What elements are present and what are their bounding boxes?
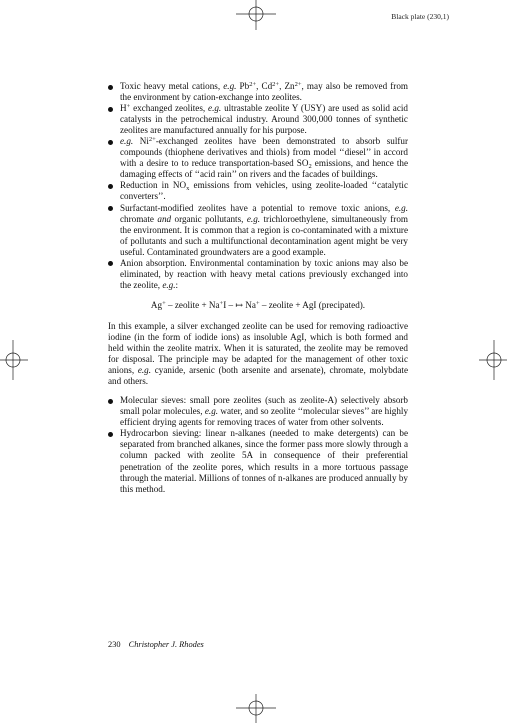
text-run: In this example, a silver exchanged zeolite can be used for removing radioactive iodine (in the form of iodide ions) as insoluble AgI, which is both formed and held within the zeolite matrix. When it is saturated, the zeolite may be removed for disposal. The principle may be adapted for the management of other toxic anions,: [108, 320, 408, 376]
text-run: Surfactant-modified zeolites have a potential to remove toxic anions,: [120, 202, 395, 213]
bullet-icon: [108, 85, 113, 90]
bullet-text: [120, 81, 408, 102]
page-footer: [108, 640, 204, 649]
text-run: -exchanged zeolites have been demonstrated to absorb sulfur compounds (thiophene derivatives and thiols) from model ‘‘diesel’’ in accord with a desire to to reduce transportation-based SO: [120, 136, 409, 169]
list-item: [108, 203, 408, 258]
list-item: [108, 258, 408, 291]
superscript: 2+: [148, 136, 156, 144]
bullet-icon: [108, 399, 113, 404]
plate-label: Black plate (230,1): [391, 12, 449, 21]
superscript: 2+: [294, 81, 302, 88]
bullet-icon: [108, 432, 113, 437]
italic-text: e.g.: [246, 213, 261, 224]
text-run: H: [120, 103, 127, 114]
text-run: cyanide, arsenic (both arsenite and arsenate), chromate, molybdate and others.: [108, 365, 408, 387]
subscript: x: [186, 185, 190, 193]
text-run: Molecular sieves: small pore zeolites (such as zeolite-A) selectively absorb small polar molecules,: [120, 395, 408, 417]
superscript: +: [219, 299, 224, 307]
text-run: emissions from vehicles, using zeolite-loaded ‘‘catalytic converters’’.: [120, 180, 408, 202]
page-number: 230: [108, 640, 121, 649]
italic-text: e.g.: [120, 136, 134, 147]
list-item: [108, 103, 408, 136]
bullet-icon: [108, 140, 113, 145]
text-run: , Zn: [279, 81, 295, 91]
text-run: water, and so zeolite ‘‘molecular sieves’’ are highly efficient drying agents for removing traces of water from other solvents.: [120, 406, 409, 428]
text-run: exchanged zeolites,: [130, 103, 209, 114]
italic-text: e.g.: [394, 202, 408, 213]
crop-mark-right: [479, 340, 507, 380]
text-run: – zeolite + Na: [165, 299, 220, 310]
text-run: emissions, and hence the damaging effects of ‘‘acid rain’’ on rivers and the facades of buildings.: [120, 158, 408, 180]
bullet-icon: [108, 261, 113, 266]
page-body: [108, 81, 408, 495]
bullet-text: [120, 428, 408, 493]
italic-text: e.g.: [208, 103, 222, 114]
list-item: [108, 81, 408, 103]
superscript: 2+: [272, 81, 280, 88]
text-run: Ag: [150, 299, 163, 310]
footer-author: Christopher J. Rhodes: [128, 640, 204, 649]
list-item: [108, 395, 408, 428]
superscript: 2+: [249, 81, 257, 88]
bullet-text: [120, 136, 408, 179]
text-run: Ni: [133, 136, 149, 147]
text-run: Reduction in NO: [120, 180, 187, 191]
text-run: , may also be removed from the environment by cation-exchange into zeolites.: [120, 81, 409, 103]
italic-text: and: [157, 213, 172, 224]
italic-text: e.g.: [137, 365, 152, 376]
text-run: , Cd: [256, 81, 273, 91]
bullet-list-top: [108, 81, 408, 291]
text-run: Toxic heavy metal cations,: [120, 81, 224, 91]
list-item: [108, 136, 408, 180]
text-run: Hydrocarbon sieving: linear n-alkanes (needed to make detergents) can be separated from branched alkanes, since the former pass more slowly through a column packed with zeolite 5A in consequence of their preferential penetration of the zeolite pores, which results in a more tortuous passage through the material. Millions of tonnes of n-alkanes are produced annually by this method.: [120, 428, 408, 494]
crop-mark-left: [0, 340, 28, 380]
list-item: [108, 180, 408, 202]
text-run: – zeolite + AgI (precipated).: [259, 299, 366, 310]
bullet-icon: [108, 107, 113, 112]
bullet-list-bottom: [108, 395, 408, 494]
chemical-equation: [108, 300, 408, 311]
list-item: [108, 428, 408, 494]
text-run: Pb: [236, 81, 250, 91]
bullet-text: [120, 180, 408, 201]
text-run: I – ↦ Na: [223, 299, 256, 310]
bullet-icon: [108, 184, 113, 189]
italic-text: e.g.: [223, 81, 237, 91]
superscript: +: [126, 103, 131, 111]
bullet-text: [120, 203, 408, 257]
body-paragraph: [108, 321, 408, 387]
bullet-text: [120, 258, 408, 290]
text-run: :: [175, 279, 179, 290]
italic-text: e.g.: [204, 406, 219, 417]
text-run: chromate: [120, 213, 158, 224]
text-run: Anion absorption. Environmental contamination by toxic anions may also be eliminated, by reaction with heavy metal cations previously exchanged into the zeolite,: [120, 257, 408, 290]
superscript: +: [255, 299, 260, 307]
text-run: trichloroethylene, simultaneously from the environment. It is common that a region is co-contaminated with a mixture of pollutants and such a multifunctional decontamination agent might be very useful. Contaminated groundwaters are a good example.: [120, 213, 408, 257]
text-run: organic pollutants,: [171, 213, 247, 224]
bullet-icon: [108, 206, 113, 211]
text-run: ultrastable zeolite Y (USY) are used as solid acid catalysts in the petrochemical industry. Around 300,000 tonnes of synthetic zeolites are manufactured annually for his purpose.: [120, 103, 408, 136]
superscript: +: [162, 299, 166, 307]
bullet-text: [120, 395, 408, 427]
subscript: 2: [308, 163, 312, 171]
crop-mark-top: [236, 0, 276, 30]
bullet-text: [120, 103, 408, 135]
crop-mark-bottom: [236, 694, 276, 723]
italic-text: e.g.: [162, 279, 176, 290]
